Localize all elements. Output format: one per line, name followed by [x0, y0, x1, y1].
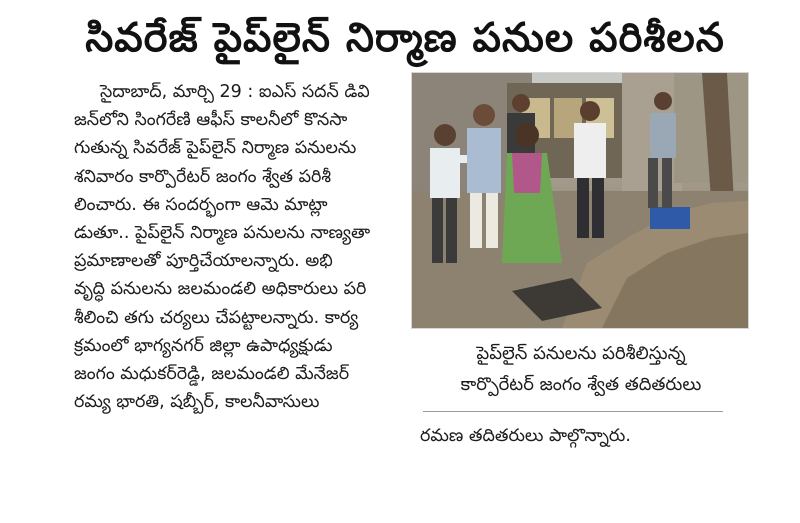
photo-illustration	[412, 73, 748, 328]
body-line: జంగం మధుకర్‌రెడ్డి, జలమండలి మేనేజర్	[74, 364, 350, 385]
body-line: శనివారం కార్పొరేటర్ జంగం శ్వేత పరిశీ	[74, 166, 332, 187]
article-headline: సివరేజ్ పైప్‌లైన్ నిర్మాణ పనుల పరిశీలన	[85, 15, 725, 61]
photo-caption	[418, 338, 744, 400]
caption-divider	[423, 411, 723, 412]
article-photo	[411, 72, 749, 329]
article-continuation: రమణ తదితరులు పాల్గొన్నారు.	[420, 426, 631, 446]
body-line: ప్రమాణాలతో పూర్తిచేయాలన్నారు. అభి	[74, 251, 333, 272]
caption-line: పైప్‌లైన్ పనులను పరిశీలిస్తున్న	[476, 343, 686, 364]
body-line: వృద్ధి పనులను జలమండలి అధికారులు పరి	[74, 279, 367, 300]
article-body	[74, 78, 404, 416]
body-line: డుతూ.. పైప్‌లైన్ నిర్మాణ పనులను నాణ్యతా	[74, 223, 371, 244]
body-line: సైదాబాద్, మార్చి 29 : ఐఎస్ సదన్ డివి	[100, 82, 370, 102]
body-line: క్రమంలో భాగ్యనగర్ జిల్లా ఉపాధ్యక్షుడు	[74, 335, 333, 356]
body-line: జన్‌లోని సింగరేణి ఆఫీస్ కాలనీలో కొనసా	[74, 110, 348, 131]
body-line: శీలించి తగు చర్యలు చేపట్టాలన్నారు. కార్య	[74, 307, 359, 328]
body-line: లించారు. ఈ సందర్భంగా ఆమె మాట్లా	[74, 194, 328, 215]
body-line: రమ్య భారతి, షబ్బీర్, కాలనీవాసులు	[74, 392, 320, 413]
body-line: గుతున్న సివరేజ్ పైప్‌లైన్ నిర్మాణ పనులను	[74, 138, 357, 159]
caption-line: కార్పొరేటర్ జంగం శ్వేత తదితరులు	[460, 374, 702, 395]
